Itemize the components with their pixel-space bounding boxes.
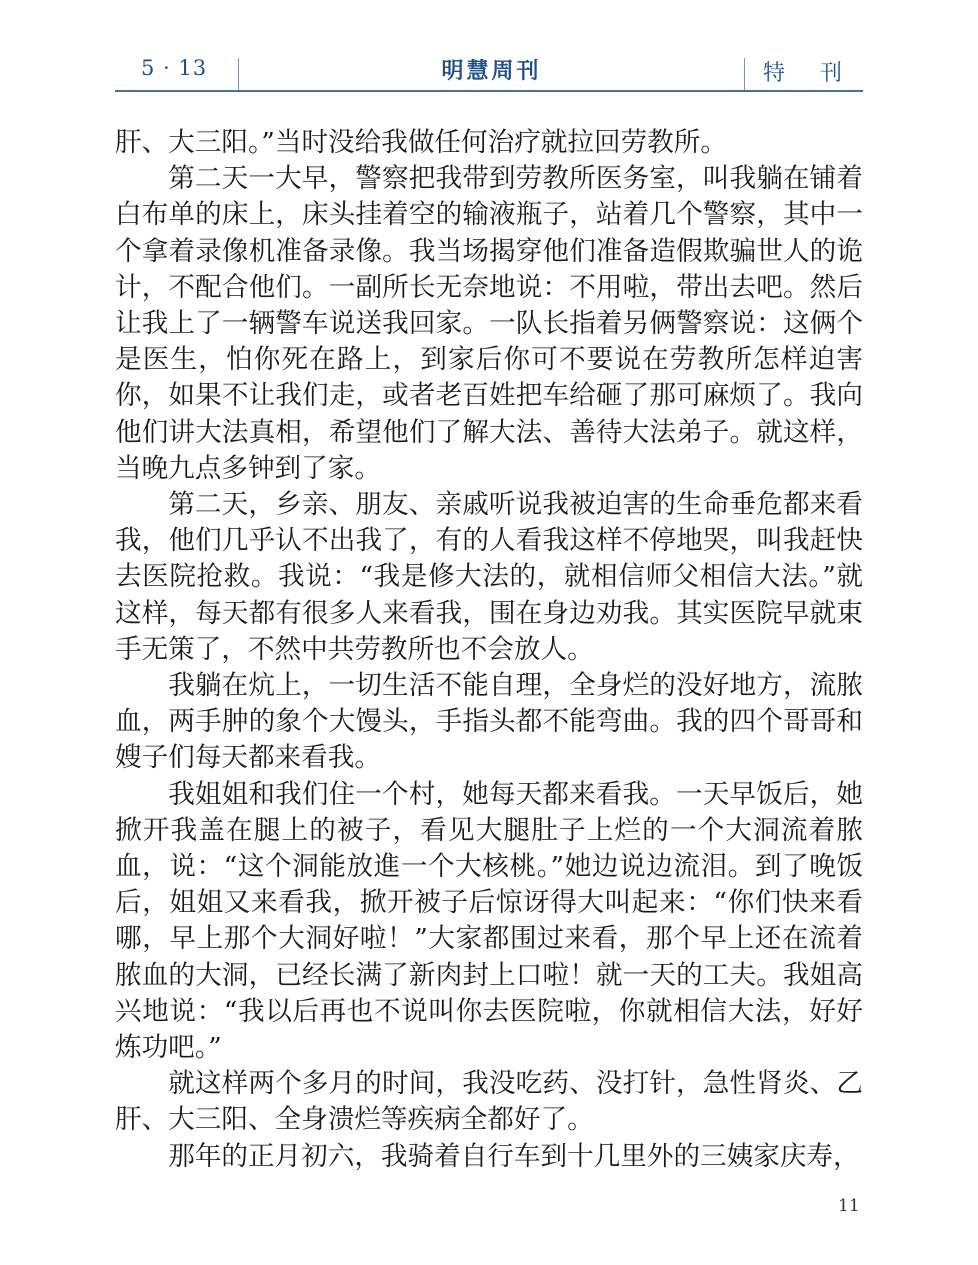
- paragraph: 肝、大三阳。”当时没给我做任何治疗就拉回劳教所。: [115, 127, 727, 158]
- paragraph: 我躺在炕上，一切生活不能自理，全身烂的没好地方，流脓血，两手肿的象个大馒头，手指头都不能弯曲。我的四个哥哥和嫂子们每天都来看我。: [115, 670, 863, 774]
- running-header: [115, 50, 863, 92]
- publication-title: 明慧周刊: [441, 58, 542, 84]
- page-number: 11: [838, 1196, 860, 1216]
- paragraph: 就这样两个多月的时间，我没吃药、没打针，急性肾炎、乙肝、大三阳、全身溃烂等疾病全都好了。: [115, 1068, 863, 1136]
- header-divider-right: [744, 58, 745, 92]
- paragraph: 第二天，乡亲、朋友、亲戚听说我被迫害的生命垂危都来看我，他们几乎认不出我了，有的人看我这样不停地哭，叫我赶快去医院抢救。我说：“我是修大法的，就相信师父相信大法。”就这样，每天都有很多人来看我，围在身边劝我。其实医院早就束手无策了，不然中共劳教所也不会放人。: [115, 489, 863, 665]
- issue-number: 5 · 13: [141, 56, 208, 80]
- paragraph: 我姐姐和我们住一个村，她每天都来看我。一天早饭后，她掀开我盖在腿上的被子，看见大腿肚子上烂的一个大洞流着脓血，说：“这个洞能放進一个大核桃。”她边说边流泪。到了晚饭后，姐姐又来看我，掀开被子后惊讶得大叫起来：“你们快来看哪，早上那个大洞好啦！”大家都围过来看，那个早上还在流着脓血的大洞，已经长满了新肉封上口啦！就一天的工夫。我姐高兴地说：“我以后再也不说叫你去医院啦，你就相信大法，好好炼功吧。”: [115, 778, 863, 1064]
- paragraph: 第二天一大早，警察把我带到劳教所医务室，叫我躺在铺着白布单的床上，床头挂着空的输液瓶子，站着几个警察，其中一个拿着录像机准备录像。我当场揭穿他们准备造假欺骗世人的诡计，不配合他们。一副所长无奈地说：不用啦，带出去吧。然后让我上了一辆警车说送我回家。一队长指着另俩警察说：这俩个是医生，怕你死在路上，到家后你可不要说在劳教所怎样迫害你，如果不让我们走，或者老百姓把车给砸了那可麻烦了。我向他们讲大法真相，希望他们了解大法、善待大法弟子。就这样，当晚九点多钟到了家。: [115, 163, 863, 484]
- paragraph: 那年的正月初六，我骑着自行车到十几里外的三姨家庆寿，: [168, 1140, 860, 1172]
- section-label: 特 刊: [763, 61, 856, 86]
- header-rule: [115, 90, 863, 92]
- article-body: [115, 125, 863, 1175]
